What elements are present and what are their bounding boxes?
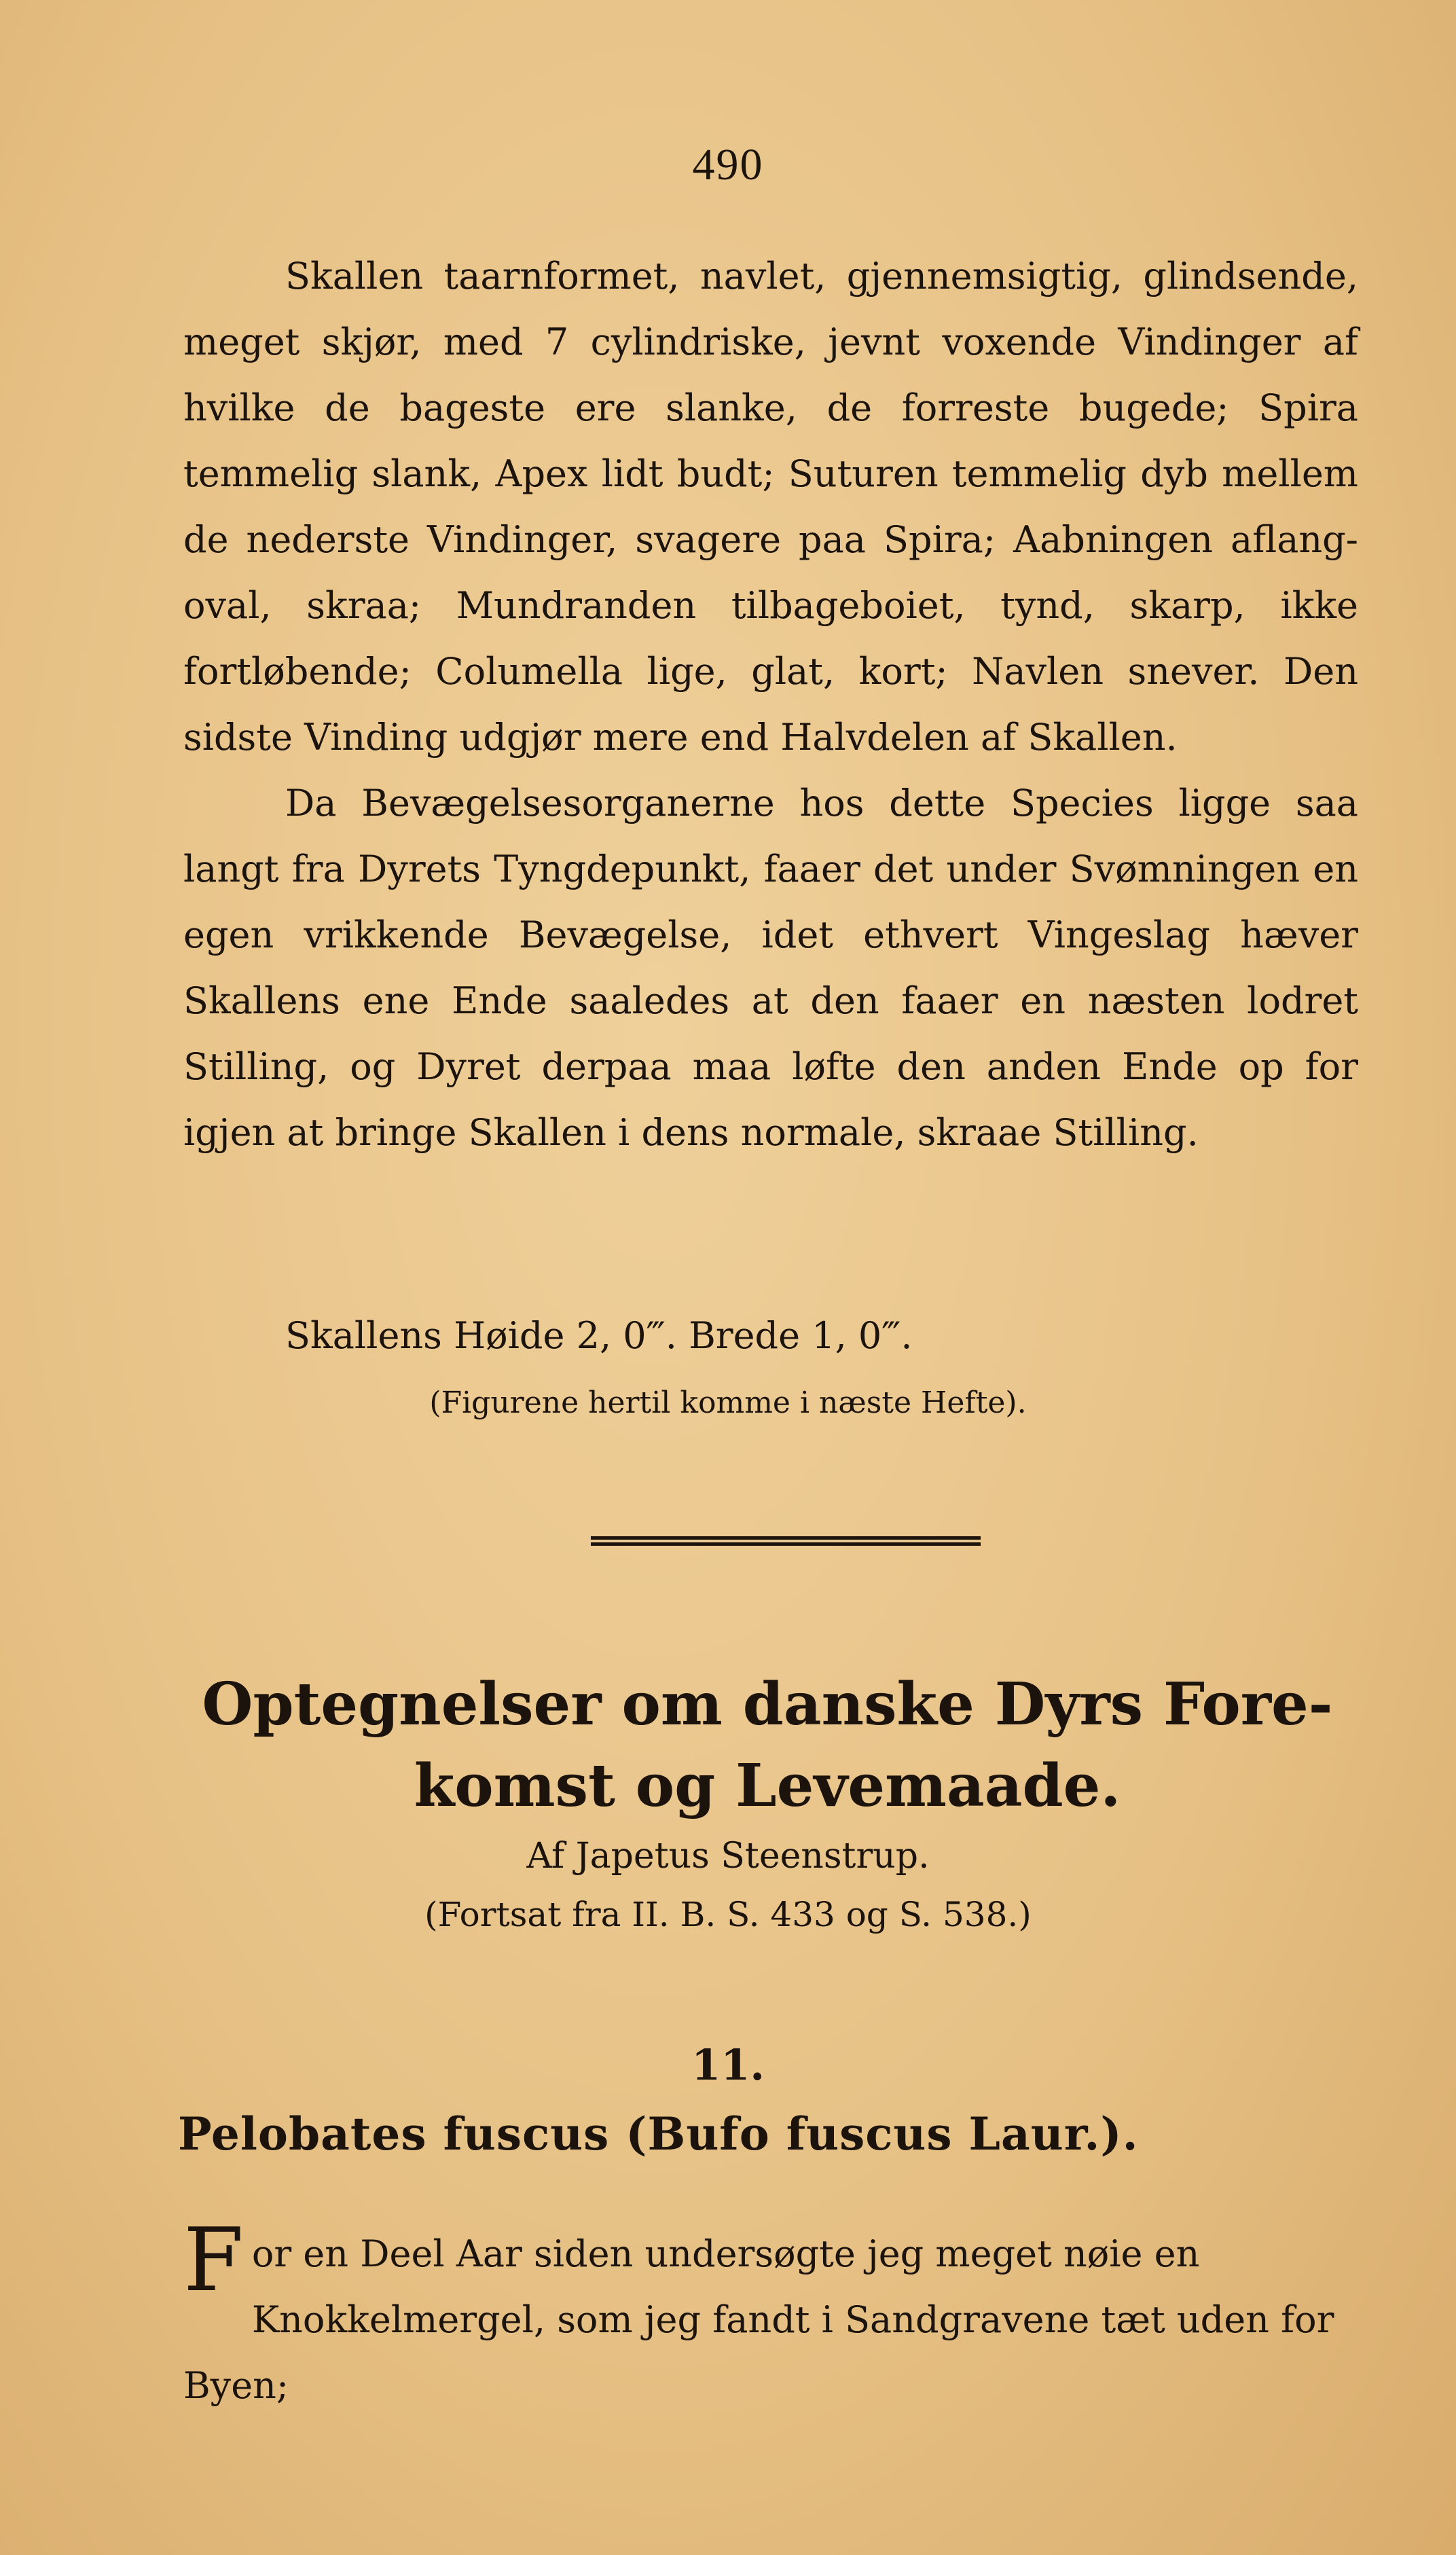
species-heading: Pelobates fuscus (Bufo fuscus Laur.). [178, 2107, 1139, 2160]
paragraph-shell-description: Skallen taarnformet, navlet, gjennemsigtig, glindsende, meget skjør, med 7 cylindriske, jevnt voxende Vindinger af hvilke de bageste ere slanke, de forreste bugede; Spira temmelig slank, Apex lidt budt; Suturen temmelig dyb mellem de nederste Vindinger, svagere paa Spira; Aabningen aflang-oval, skraa; Mundranden tilbageboiet, tynd, skarp, ikke fortløbende; Columella lige, glat, kort; Navlen snever. Den sidste Vinding udgjør mere end Halvdelen af Skallen. [183, 255, 1358, 759]
drop-cap: F [183, 2210, 244, 2311]
paragraph-movement: Da Bevægelsesorganerne hos dette Species ligge saa langt fra Dyrets Tyngdepunkt, faaer det under Svømningen en egen vrikkende Bevægelse, idet ethvert Vingeslag hæver Skallens ene Ende saaledes at den faaer en næsten lodret Stilling, og Dyret derpaa maa løfte den anden Ende op for igjen at bringe Skallen i dens normale, skraae Stilling. [183, 782, 1358, 1154]
section-number: 11. [691, 2040, 765, 2090]
article-author: Af Japetus Steenstrup. [526, 1836, 930, 1877]
page-number: 490 [692, 140, 764, 189]
body-text [183, 243, 1358, 1165]
article-title-line-2: komst og Levemaade. [414, 1752, 1121, 1820]
first-paragraph-text: or en Deel Aar siden undersøgte jeg meget nøie en Knokkelmergel, som jeg fandt i Sandgravene tæt uden for Byen; [183, 2232, 1334, 2407]
article-title-line-1: Optegnelser om danske Dyrs Fore- [202, 1670, 1333, 1739]
figures-note: (Figurene hertil komme i næste Hefte). [429, 1385, 1027, 1420]
article-first-paragraph [183, 2210, 1358, 2418]
article-title [177, 1664, 1358, 1827]
shell-dimensions: Skallens Høide 2, 0‴. Brede 1, 0‴. [285, 1314, 913, 1357]
section-divider [591, 1536, 981, 1546]
continuation-note: (Fortsat fra II. B. S. 433 og S. 538.) [424, 1895, 1032, 1934]
